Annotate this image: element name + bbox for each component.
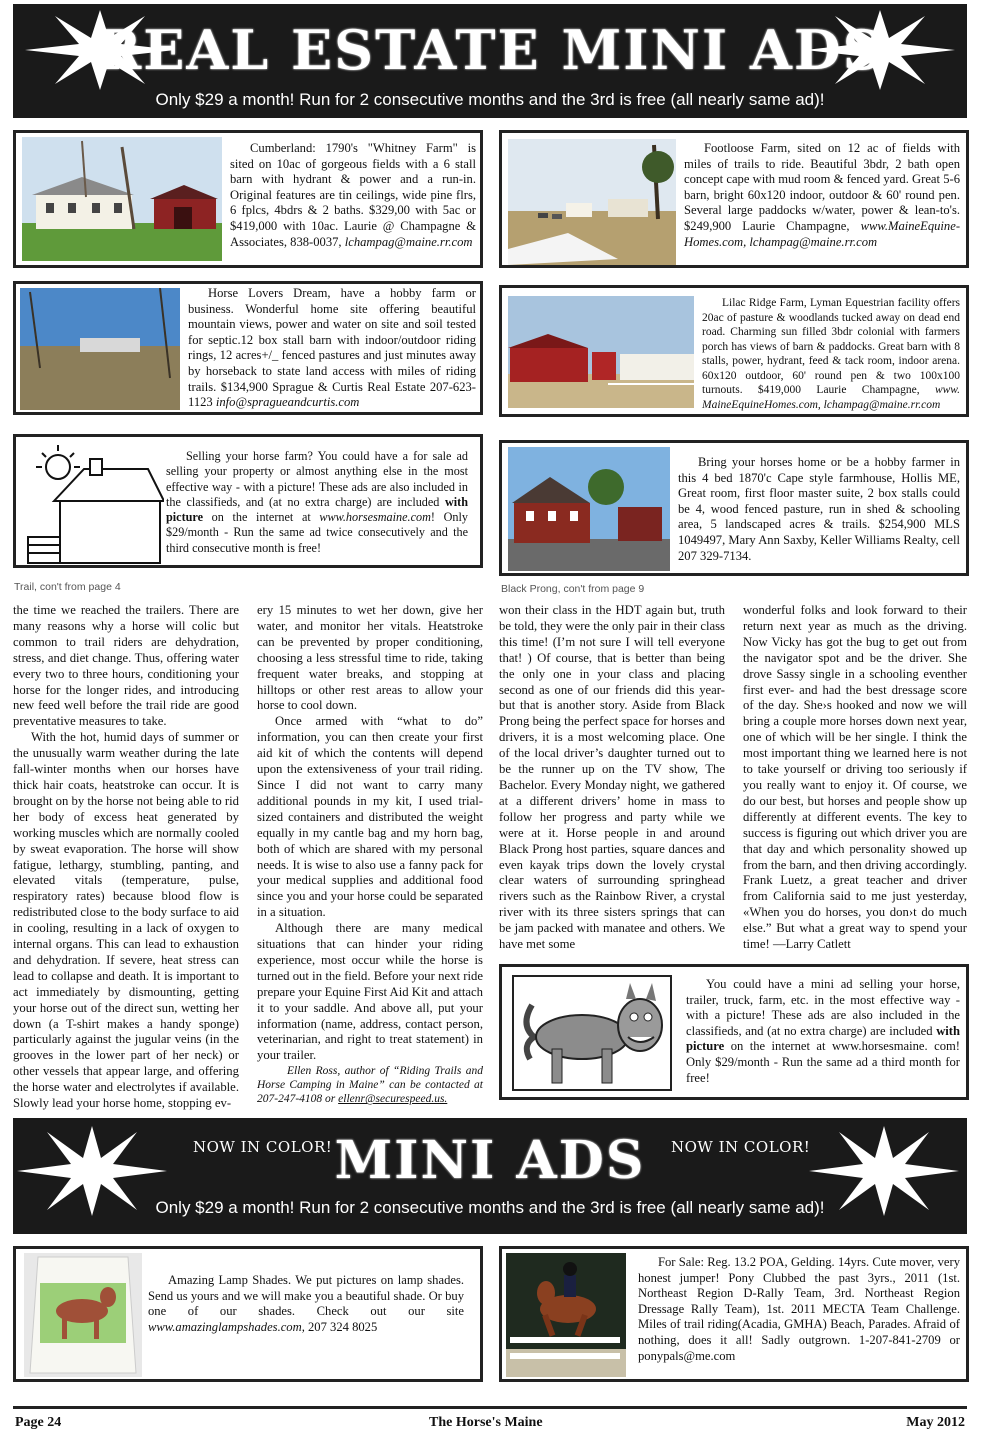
email-link[interactable]: info@spragueandcurtis.com [215, 395, 360, 410]
article-column [13, 603, 239, 1112]
barn-photo [508, 296, 694, 408]
website-link[interactable]: www.amazinglampshades.com, [148, 1319, 305, 1334]
continued-label: Trail, con't from page 4 [14, 581, 121, 593]
ad-body: Bring your horses home or be a hobby farmer in this 4 bed 1870'c Cape style farmhouse, Hollis ME, Great room, first floor master suite, 2 box stalls could be 4, wood fenced pasture, run in shed & schooling area, 5 landscaped acres & trails. $254,900 MLS 1049497, Mary Ann Saxby, Keller Williams Realty, cell 207 329-7134. [678, 455, 960, 563]
banner-subtitle: Only $29 a month! Run for 2 consecutive months and the 3rd is free (all nearly same ad)! [155, 90, 825, 109]
article-paragraph: With the hot, humid days of summer or the unusually warm weather during the late fall-winter months when our horses have thick hair coats, heatstroke can occur. It is brought on by the horse not being able to rid her body of excess heat generated by working muscles which are normally cooled by sweat evaporation. The horse will show fatigue, lethargy, stumbling, panting, and elevated vitals (temperature, pulse, respiratory rates) because blood flow is redistributed close to the body surface to aid in cooling, resulting in a lack of oxygen to internal organs. This can lead to exhaustion and dehydration. If severe, heat stress can lead to collapse and death. It is important to act immediately by dismounting, getting your horse out of the direct sun, wetting her down (a T-shirt makes a handy sponge) particularly against the jugular veins (in the grooves in the lower part of her neck) or other vessels that appear large, and offering the horse water and electrolytes if available. Slowly lead your horse home, stopping ev- [13, 730, 239, 1111]
cartoon-horse-icon [512, 975, 672, 1091]
ad-body-2: on the internet at www.horsesmaine. com! Only $29/month - Run the same ad a third month for free! [686, 1039, 960, 1085]
banner-title: REAL ESTATE MINI ADS [96, 18, 884, 82]
email-link[interactable]: ellenr@securespeed.us. [338, 1093, 448, 1106]
ad-body-3: ! Only $29/month - Run the same ad twice consecutively and the third consecutive month is free! [166, 510, 468, 555]
now-in-color-label: NOW IN COLOR! [671, 1138, 811, 1156]
ad-body: For Sale: Reg. 13.2 POA, Gelding. 14yrs. Cute mover, very honest jumper! Pony Clubbed the past 3yrs., 2011 (1st. Northeast Region D-Rally Team, 3rd. Northeast Region Dressage Rally Team), 1st. 2011 MECTA Team Challenge. Miles of trail riding(Acadia, GMHA) Beach, Parades. Afraid of nothing, does it all! Sadly outgrown. 1-207-841-2709 or ponypals@me.com [638, 1255, 960, 1363]
website-link[interactable]: www.horsesmaine.com [319, 510, 431, 525]
ad-pony-for-sale [499, 1246, 969, 1382]
article-paragraph: Although there are many medical situations that can hinder your riding experience, most occur while the horse is turned out in the field. Before your next ride prepare your Equine First Aid Kit and attach it to your saddle. And above all, put your information (name, address, contact person, veterinarian, and right to treat statement) in your trailer. [257, 921, 483, 1063]
ad-body: Cumberland: 1790's "Whitney Farm" is sited on 10ac of gorgeous fields with a 6 stall barn with hydrant & power and a run-in. Original features are tin ceilings, wide pine flrs, 6 fplcs, 4bdrs & 2 baths. $329,00 with 5ac or $419,000 with 10ac. Laurie @ Champagne & Associates, 838-0037, [230, 141, 476, 249]
issue-date: May 2012 [906, 1415, 965, 1430]
continued-label: Black Prong, con't from page 9 [501, 583, 645, 595]
article-paragraph: the time we reached the trailers. There are many reasons why a horse will colic but common to trail riders are dehydration, stress, and diet change. Thus, offering water every two to three hours, conditioning your horse for the longer rides, and introducing new feed well before the trail ride are good preventative measures to take. [13, 603, 239, 729]
ad-text [188, 286, 476, 411]
farmhouse-photo [22, 137, 222, 261]
mini-ads-banner [13, 1118, 967, 1234]
ad-lilac-ridge [499, 285, 969, 417]
article-column [499, 603, 725, 953]
emphasis: with picture [686, 1023, 960, 1054]
publication-name: The Horse's Maine [429, 1415, 543, 1430]
ad-horse-lovers [13, 281, 483, 415]
ad-text [678, 455, 960, 564]
website-link[interactable]: www. MaineEquineHomes.com, lchampag@maine.rr.com [702, 384, 960, 411]
ad-text [684, 141, 960, 250]
website-link[interactable]: www.MaineEquine-Homes.com, lchampag@maine.rr.com [684, 218, 961, 249]
now-in-color-label: NOW IN COLOR! [193, 1138, 333, 1156]
email-link[interactable]: lchampag@maine.rr.com [344, 234, 473, 249]
ad-text [638, 1255, 960, 1364]
ad-body: You could have a mini ad selling your horse, trailer, truck, farm, etc. in the most effective way - with a picture! These ads are also included in the classifieds, and (at no extra charge) are included [686, 977, 960, 1038]
ad-text [702, 296, 960, 412]
phone-number: 207 324 8025 [308, 1319, 378, 1334]
banner-title: MINI ADS [334, 1130, 646, 1191]
page-footer [13, 1406, 967, 1439]
ad-hollis [499, 440, 969, 576]
article-paragraph: ery 15 minutes to wet her down, give her water, and monitor her vitals. Heatstroke can be prevented by proper conditioning, choosing a less stressful time to ride, taking frequent water breaks, and stopping at hilltops or other rest areas to allow your horse to cool down. [257, 603, 483, 713]
jumping-pony-photo [506, 1253, 626, 1377]
ad-body: Footloose Farm, sited on 12 ac of fields with miles of trails to ride. Beautiful 3bdr, 2 bath open concept cape with mud room & fenced yard. Great 5-6 barn, bright 60x120 indoor, outdoor & 60' round pen. Several large paddocks w/water, power & lean-to's. $249,900 Laurie Champagne, [684, 141, 960, 233]
lamp-shade-photo [24, 1253, 142, 1377]
ad-body-2: on the internet at [211, 510, 311, 525]
ad-text [166, 449, 468, 556]
ad-cumberland [13, 130, 483, 268]
banner-subtitle: Only $29 a month! Run for 2 consecutive months and the 3rd is free (all nearly same ad)! [155, 1198, 825, 1217]
ad-body: Horse Lovers Dream, have a hobby farm or business. Wonderful home site offering beautiful mountain views, power and water on site and soil tested for septic.12 box stall barn with indoor/outdoor riding rings, 12 acres+/_ fenced pastures and just minutes away by horseback to state land access with miles of riding trails. $134,900 Sprague & Curtis Real Estate 207-623-1123 [188, 286, 476, 410]
ad-body: Selling your horse farm? You could have a for sale ad selling your property or almost anything else in the most effective way - with a picture! These ads are also included in the classifieds, and (at no extra charge) are included [166, 449, 468, 509]
top-banner [13, 4, 967, 118]
ad-body: Amazing Lamp Shades. We put pictures on lamp shades. Send us yours and we will make you a beautiful shade. Or buy one of our shades. Check out our site [148, 1273, 464, 1319]
byline-text: Ellen Ross, author of “Riding Trails and Horse Camping in Maine” can be contacted at 207-247-4108 or [257, 1065, 483, 1106]
article-column [743, 603, 967, 953]
house-sun-icon [24, 441, 164, 567]
barn-photo [20, 288, 180, 410]
page-number: Page 24 [15, 1415, 62, 1430]
emphasis: with picture [166, 494, 469, 525]
ad-selling-farm [13, 434, 483, 568]
ad-body: Lilac Ridge Farm, Lyman Equestrian facility offers 20ac of pasture & woodlands tucked away on dead end road. Charming sun filled 3bdr colonial with farmers porch has views of barn & paddocks. Great barn with 8 stalls, power, hydrant, feed & tack room, indoor arena. 60x120 outdoor, 60' round pen & two 100x100 turnouts. $419,000 Laurie Champagne, [702, 297, 960, 396]
ad-lamp-shades [13, 1246, 483, 1382]
ad-mini-promo [499, 964, 969, 1100]
ad-footloose [499, 130, 969, 268]
farm-photo [508, 139, 676, 265]
ad-text [686, 977, 960, 1086]
author-byline [257, 1064, 483, 1106]
ad-text [148, 1273, 464, 1335]
article-column [257, 603, 483, 1106]
article-paragraph: Once armed with “what to do” information, you can then create your first aid kit of which the contents will depend upon the extensiveness of your trail riding. Since I did not want to carry many additional pounds in my kit, I used trial-sized containers and distributed the weight equally in my cantle bag and my horn bag, both of which are shared with my personal needs. It is wise to also use a fanny pack for your medical supplies and additional food since you and your horse could be separated in a situation. [257, 714, 483, 920]
article-paragraph: won their class in the HDT again but, truth be told, they were the only pair in their class this time! (I’m not sure I will tell everyone that! ) Of course, that is better than being the only one in your class and placing second as one of our friends did this year- but that is another story. Aside from Black Prong being the perfect space for horses and drivers, it is a most welcoming place. One of the local driver’s daughter turned out to be the runner up on the TV show, The Bachelor. Every Monday night, we gathered at a different drivers’ home in mass to follow her progress and party while we were at it. Horse people in and around Black Prong host parties, square dances and even kayak trips down the lovely crystal clear waters of surrounding springhead rivers such as the Rainbow River, a crystal river with its three sisters springs that can be jam packed with manatee and others. We have met some [499, 603, 725, 952]
farmhouse-photo [508, 447, 670, 571]
article-paragraph: wonderful folks and look forward to their return next year as much as the driving. Now Vicky has got the bug to get out from the navigator spot and be the driver. She drove Sassy single in a schooling eventher first ever- and had the best dressage score of the day. She›s hooked and now we will bring a couple more horses down next year, one of which will be her single. I think the most important thing we learned here is not to take yourself or driving too seriously if you really want to enjoy it. Of course, we do our best, but horses and people show up differently at different events. The key to success is figuring out which driver you are that day and which personality showed up from the barn, and then driving accordingly. Frank Luetz, a great teacher and driver from California said to me just yesterday, «When you do horses, you don›t do much else.” But what a great way to spend your time! —Larry Catlett [743, 603, 967, 952]
ad-text [230, 141, 476, 250]
